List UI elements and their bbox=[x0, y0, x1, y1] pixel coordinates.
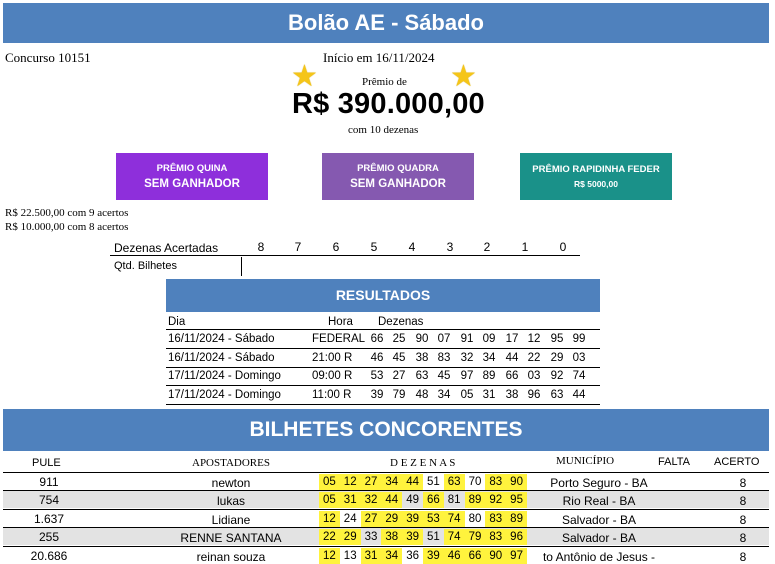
ticket-number-hit: 34 bbox=[381, 474, 402, 490]
ticket-number: 81 bbox=[447, 494, 461, 507]
result-number: 79 bbox=[392, 388, 406, 401]
ticket-numbers bbox=[319, 474, 527, 490]
ticket-number-hit: 29 bbox=[340, 529, 361, 545]
ticket-number-hit: 38 bbox=[381, 529, 402, 545]
result-date: 16/11/2024 - Sábado bbox=[168, 333, 275, 345]
ticket-number-hit: 44 bbox=[402, 474, 423, 490]
result-number: 34 bbox=[482, 351, 496, 364]
ticket-number-hit: 66 bbox=[465, 548, 486, 564]
result-number: 46 bbox=[370, 351, 384, 364]
result-number: 34 bbox=[437, 388, 451, 401]
ticket-number-hit: 83 bbox=[485, 529, 506, 545]
table-header bbox=[3, 454, 769, 471]
ticket-number-hit: 05 bbox=[319, 474, 340, 490]
acerto-number: 7 bbox=[294, 240, 302, 254]
table-row bbox=[3, 490, 769, 508]
table-row bbox=[166, 350, 600, 368]
header-municipio: MUNICÍPIO bbox=[556, 455, 615, 467]
ticket-acerto: 8 bbox=[739, 512, 747, 527]
qtd-label: Qtd. Bilhetes bbox=[114, 260, 177, 272]
header-dia: Dia bbox=[168, 316, 186, 328]
prize-box-quadra bbox=[322, 153, 474, 200]
qtd-row bbox=[110, 257, 242, 276]
ticket-numbers bbox=[319, 492, 527, 508]
ticket-pule: 1.637 bbox=[33, 511, 65, 526]
ticket-number-hit: 74 bbox=[444, 529, 465, 545]
acerto-number: 8 bbox=[257, 240, 265, 254]
ticket-number-hit: 83 bbox=[485, 474, 506, 490]
side-prize-9: R$ 22.500,00 com 9 acertos bbox=[5, 207, 129, 219]
ticket-number-hit: 66 bbox=[423, 492, 444, 508]
ticket-number-hit: 32 bbox=[361, 492, 382, 508]
ticket-number: 51 bbox=[426, 476, 440, 488]
bilhetes-title: BILHETES CONCORENTES bbox=[3, 409, 769, 451]
prize-label: Prêmio de bbox=[362, 76, 407, 88]
result-date: 16/11/2024 - Sábado bbox=[168, 351, 275, 364]
ticket-number-hit: 39 bbox=[423, 548, 444, 564]
result-number: 74 bbox=[572, 370, 586, 382]
result-number: 99 bbox=[572, 333, 586, 345]
ticket-number: 70 bbox=[468, 476, 482, 488]
ticket-number: 51 bbox=[426, 531, 440, 544]
ticket-number-hit: 83 bbox=[485, 511, 506, 527]
result-number: 29 bbox=[550, 351, 564, 364]
ticket-number-hit: 39 bbox=[402, 529, 423, 545]
ticket-municipio: Salvador - BA bbox=[561, 531, 637, 546]
result-number: 03 bbox=[572, 351, 586, 364]
result-time: 11:00 R bbox=[312, 388, 352, 401]
ticket-number-hit: 27 bbox=[361, 474, 382, 490]
resultados-title: RESULTADOS bbox=[166, 279, 600, 312]
ticket-number-hit: 79 bbox=[465, 529, 486, 545]
result-number: 09 bbox=[482, 333, 496, 345]
ticket-acerto: 8 bbox=[739, 549, 747, 564]
result-number: 27 bbox=[392, 370, 406, 382]
result-number: 44 bbox=[505, 351, 519, 364]
page-title: Bolão AE - Sábado bbox=[3, 3, 769, 43]
header-acerto: ACERTO bbox=[714, 456, 760, 468]
ticket-player: reinan souza bbox=[196, 549, 266, 564]
table-row bbox=[3, 509, 769, 527]
ticket-number-hit: 89 bbox=[506, 511, 527, 527]
result-number: 89 bbox=[482, 370, 496, 382]
result-number: 97 bbox=[460, 370, 474, 382]
result-date: 17/11/2024 - Domingo bbox=[168, 370, 281, 382]
ticket-number-hit: 12 bbox=[319, 511, 340, 527]
ticket-number: 33 bbox=[364, 531, 378, 544]
result-number: 95 bbox=[550, 333, 564, 345]
ticket-number: 80 bbox=[468, 512, 482, 525]
ticket-pule: 255 bbox=[38, 530, 60, 545]
prize-box-title: PRÊMIO QUINA bbox=[156, 163, 228, 174]
result-time: FEDERAL bbox=[312, 333, 366, 345]
result-number: 39 bbox=[370, 388, 384, 401]
ticket-number-hit: 97 bbox=[506, 548, 527, 564]
result-number: 22 bbox=[527, 351, 541, 364]
ticket-number-hit: 53 bbox=[423, 511, 444, 527]
result-number: 66 bbox=[505, 370, 519, 382]
result-number: 45 bbox=[392, 351, 406, 364]
result-number: 45 bbox=[437, 370, 451, 382]
ticket-numbers bbox=[319, 529, 527, 545]
result-number: 90 bbox=[415, 333, 429, 345]
ticket-number-hit: 96 bbox=[506, 529, 527, 545]
ticket-number-hit: 34 bbox=[381, 548, 402, 564]
ticket-number-hit: 46 bbox=[444, 548, 465, 564]
ticket-number-hit: 31 bbox=[340, 492, 361, 508]
ticket-acerto: 8 bbox=[739, 476, 747, 490]
prize-value: R$ 390.000,00 bbox=[292, 88, 485, 120]
ticket-number-hit: 90 bbox=[485, 548, 506, 564]
acerto-number: 5 bbox=[370, 240, 378, 254]
ticket-number-hit: 29 bbox=[381, 511, 402, 527]
result-number: 63 bbox=[415, 370, 429, 382]
result-number: 63 bbox=[550, 388, 564, 401]
star-icon: ★ bbox=[291, 60, 318, 93]
ticket-number-hit: 12 bbox=[340, 474, 361, 490]
ticket-number-hit: 12 bbox=[319, 548, 340, 564]
ticket-municipio: Salvador - BA bbox=[561, 512, 637, 527]
ticket-number-hit: 63 bbox=[444, 474, 465, 490]
result-number: 91 bbox=[460, 333, 474, 345]
result-number: 07 bbox=[437, 333, 451, 345]
ticket-municipio: to Antônio de Jesus - bbox=[542, 549, 656, 564]
ticket-numbers bbox=[319, 548, 527, 564]
ticket-number-hit: 27 bbox=[361, 511, 382, 527]
result-number: 96 bbox=[527, 388, 541, 401]
table-row bbox=[3, 546, 769, 564]
ticket-player: lukas bbox=[216, 494, 245, 509]
acerto-number: 6 bbox=[332, 240, 340, 254]
ticket-number-hit: 95 bbox=[506, 492, 527, 508]
prize-box-value: SEM GANHADOR bbox=[144, 178, 240, 190]
prize-box-value: SEM GANHADOR bbox=[350, 178, 446, 190]
ticket-number-hit: 90 bbox=[506, 474, 527, 490]
acerto-number: 2 bbox=[483, 240, 491, 254]
header-hora: Hora bbox=[328, 316, 353, 328]
result-number: 17 bbox=[505, 333, 519, 345]
ticket-number-hit: 89 bbox=[465, 492, 486, 508]
star-icon: ★ bbox=[450, 60, 477, 93]
ticket-number-hit: 05 bbox=[319, 492, 340, 508]
ticket-acerto: 8 bbox=[739, 494, 747, 509]
ticket-pule: 754 bbox=[38, 493, 60, 508]
result-date: 17/11/2024 - Domingo bbox=[168, 388, 281, 401]
ticket-number-hit: 31 bbox=[361, 548, 382, 564]
table-row bbox=[3, 472, 769, 490]
prize-box-title: PRÊMIO QUADRA bbox=[357, 163, 439, 174]
acerto-number: 0 bbox=[559, 240, 567, 254]
ticket-player: newton bbox=[211, 476, 251, 490]
ticket-municipio: Porto Seguro - BA bbox=[550, 476, 648, 490]
result-number: 12 bbox=[527, 333, 541, 345]
result-number: 38 bbox=[505, 388, 519, 401]
ticket-number: 36 bbox=[406, 549, 419, 562]
header-falta: FALTA bbox=[658, 456, 690, 468]
prize-box-rapidinha bbox=[520, 153, 672, 200]
result-time: 21:00 R bbox=[312, 351, 353, 364]
result-number: 32 bbox=[460, 351, 474, 364]
start-date: Início em 16/11/2024 bbox=[323, 50, 435, 65]
acertos-row bbox=[110, 239, 580, 256]
ticket-pule: 20.686 bbox=[30, 548, 68, 563]
result-number: 83 bbox=[437, 351, 451, 364]
ticket-number-hit: 44 bbox=[381, 492, 402, 508]
ticket-numbers bbox=[319, 511, 527, 527]
acerto-number: 3 bbox=[446, 240, 454, 254]
table-row bbox=[166, 368, 600, 386]
result-number: 66 bbox=[370, 333, 384, 345]
ticket-number: 13 bbox=[343, 549, 357, 562]
dezenas-note: com 10 dezenas bbox=[348, 124, 419, 136]
header-dezenas: D E Z E N A S bbox=[390, 457, 456, 469]
header-apostadores: APOSTADORES bbox=[192, 457, 270, 469]
ticket-pule: 911 bbox=[39, 475, 59, 489]
table-row bbox=[166, 331, 600, 349]
result-time: 09:00 R bbox=[312, 370, 353, 382]
acerto-number: 1 bbox=[521, 240, 529, 254]
ticket-acerto: 8 bbox=[739, 531, 747, 546]
ticket-player: Lidiane bbox=[211, 512, 251, 527]
result-number: 53 bbox=[370, 370, 384, 382]
concurso-number: Concurso 10151 bbox=[5, 50, 91, 65]
table-row bbox=[166, 387, 600, 405]
prize-box-value: R$ 5000,00 bbox=[574, 179, 618, 189]
result-number: 48 bbox=[415, 388, 429, 401]
ticket-number-hit: 39 bbox=[402, 511, 423, 527]
ticket-player: RENNE SANTANA bbox=[180, 531, 282, 546]
side-prize-8: R$ 10.000,00 com 8 acertos bbox=[5, 221, 129, 233]
ticket-number-hit: 22 bbox=[319, 529, 340, 545]
result-number: 38 bbox=[415, 351, 429, 364]
header-pule: PULE bbox=[32, 457, 61, 469]
acertos-label: Dezenas Acertadas bbox=[114, 241, 219, 255]
table-header bbox=[166, 314, 600, 330]
result-number: 05 bbox=[460, 388, 474, 401]
result-number: 92 bbox=[550, 370, 564, 382]
result-number: 44 bbox=[572, 388, 586, 401]
table-row bbox=[3, 527, 769, 545]
ticket-number-hit: 92 bbox=[485, 492, 506, 508]
ticket-number: 49 bbox=[406, 494, 419, 507]
acerto-number: 4 bbox=[408, 240, 416, 254]
ticket-municipio: Rio Real - BA bbox=[562, 494, 636, 509]
ticket-number: 24 bbox=[343, 512, 357, 525]
prize-box-quina bbox=[116, 153, 268, 200]
result-number: 31 bbox=[482, 388, 496, 401]
result-number: 25 bbox=[392, 333, 406, 345]
ticket-number-hit: 74 bbox=[444, 511, 465, 527]
prize-box-title: PRÊMIO RAPIDINHA FEDER bbox=[532, 164, 660, 175]
header-dezenas: Dezenas bbox=[378, 316, 424, 328]
result-number: 03 bbox=[527, 370, 541, 382]
